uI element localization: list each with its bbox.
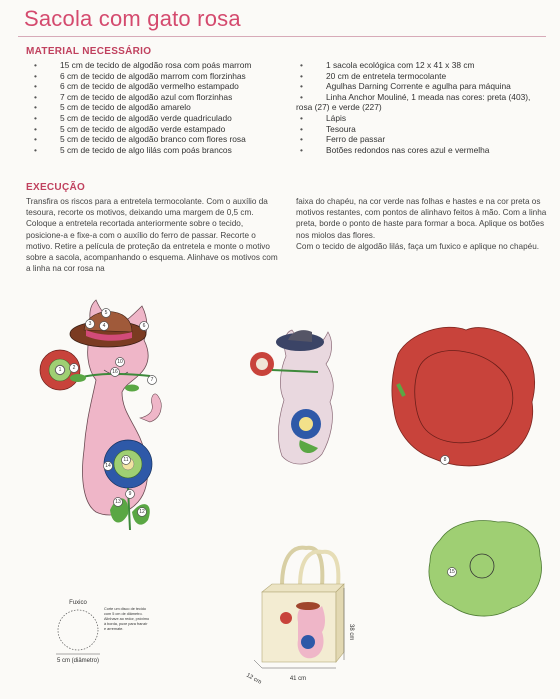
pattern-number-label: 8 <box>443 457 447 463</box>
material-item: • 6 cm de tecido de algodão vermelho estampado <box>26 81 276 92</box>
material-item: • Agulhas Darning Corrente e agulha para máquina <box>296 81 546 92</box>
leaf <box>125 385 139 392</box>
material-item: • 5 cm de tecido de algodão verde quadriculado <box>26 113 276 124</box>
pattern-number-label: 15 <box>449 569 455 575</box>
material-item: • Botões redondos nas cores azul e vermelha <box>296 145 546 156</box>
pattern-number-label: 4 <box>102 323 106 329</box>
fuxico-note-line: à borda, puxe para franzir <box>104 622 148 626</box>
fuxico-note-line: e arremate. <box>104 627 124 631</box>
material-item: • Lápis <box>296 113 546 124</box>
execution-paragraph: Com o tecido de algodão lilás, faça um fuxico e aplique no chapéu. <box>296 241 540 251</box>
fuxico-circle <box>58 610 98 650</box>
leaf <box>70 374 86 382</box>
material-item: • 1 sacola ecológica com 12 x 41 x 38 cm <box>296 60 546 71</box>
execution-paragraph: faixa do chapéu, na cor verde nas folhas e hastes e na cor preta os motivos restantes, com pontos de alinhavo feitos à mão. Com a linha preta, borde o ponto de haste para formar a boca. Aplique os botões nos miolos das flores. <box>296 197 547 240</box>
cat-tail-shape <box>140 394 161 422</box>
cat-fabric-photo <box>250 330 333 464</box>
execution-heading: EXECUÇÃO <box>26 182 86 193</box>
pattern-number-label: 12 <box>139 509 145 515</box>
pattern-number-label: 14 <box>105 463 111 469</box>
dimension-line <box>254 660 262 668</box>
bag-blue-flower <box>301 635 315 649</box>
material-item: • Ferro de passar <box>296 134 546 145</box>
pattern-number-label: 9 <box>128 491 132 497</box>
fuxico-dimension-label: 5 cm (diâmetro) <box>56 658 100 664</box>
material-item: • 5 cm de tecido de algodão branco com flores rosa <box>26 134 276 145</box>
fuxico-diagram <box>56 600 149 664</box>
execution-text-col1: Transfira os riscos para a entretela termocolante. Com o auxílio da tesoura, recorte os motivos, deixando uma margem de 0,5 cm. Coloque a entretela recortada anteriormente sobre o tecido, posicione-a e fixe-a com o auxílio do ferro de passar. Recorte o motivo. Retire a película de proteção da entretela e monte o motivo sobre a sacola, acompanhando o esquema. Alinhave os motivos com a linha na cor rosa na <box>26 197 278 274</box>
fuxico-note-line: Corte um disco de tecido <box>104 607 146 611</box>
material-item: • 5 cm de tecido de algo lilás com poás brancos <box>26 145 276 156</box>
pattern-number-label: 11 <box>123 457 129 463</box>
material-item: • 20 cm de entretela termocolante <box>296 71 546 82</box>
material-item: • 15 cm de tecido de algodão rosa com poás marrom <box>26 60 276 71</box>
material-item: • 5 cm de tecido de algodão amarelo <box>26 102 276 113</box>
fabric-blue-flower-center <box>299 417 313 431</box>
pattern-number-label: 6 <box>142 323 146 329</box>
fuxico-note-line: Alinhave ao redor, próximo <box>104 617 150 621</box>
pattern-number-label: 7 <box>150 377 154 383</box>
pattern-number-label: 1 <box>58 367 62 373</box>
material-item: • 6 cm de tecido de algodão marrom com florzinhas <box>26 71 276 82</box>
material-heading: MATERIAL NECESSÁRIO <box>26 46 152 57</box>
pattern-number-label: 13 <box>115 499 121 505</box>
page-title: Sacola com gato rosa <box>24 6 241 31</box>
green-shape-pattern <box>429 521 542 616</box>
pattern-number-label: 16 <box>112 369 118 375</box>
pattern-number-label: 10 <box>117 359 123 365</box>
bag-depth-label: 12 cm <box>245 672 263 686</box>
fuxico-note-line: com 5 cm de diâmetro. <box>104 612 143 616</box>
fuxico-label: Fuxico <box>69 600 87 606</box>
bag-side <box>336 584 344 662</box>
bag-height-label: 38 cm <box>348 624 354 641</box>
bag-top <box>262 584 344 592</box>
material-item: • 5 cm de tecido de algodão verde estampado <box>26 124 276 135</box>
fabric-red-flower-center <box>256 358 268 370</box>
material-item: • 7 cm de tecido de algodão azul com florzinhas <box>26 92 276 103</box>
material-item: • Linha Anchor Mouliné, 1 meada nas cores: preta (403), rosa (27) e verde (227) <box>296 92 546 113</box>
bag-cat-hat <box>296 602 320 610</box>
green-shape-outline <box>429 521 542 616</box>
bag-red-flower <box>280 612 292 624</box>
material-item: • Tesoura <box>296 124 546 135</box>
bag-illustration <box>245 548 354 686</box>
pattern-number-label: 5 <box>104 310 108 316</box>
pattern-number-label: 2 <box>72 365 76 371</box>
pattern-number-label: 3 <box>88 321 92 327</box>
cat-pattern-large <box>40 300 161 530</box>
bag-width-label: 41 cm <box>289 676 307 682</box>
bag-cat <box>297 606 325 658</box>
red-shape-pattern <box>392 327 535 466</box>
